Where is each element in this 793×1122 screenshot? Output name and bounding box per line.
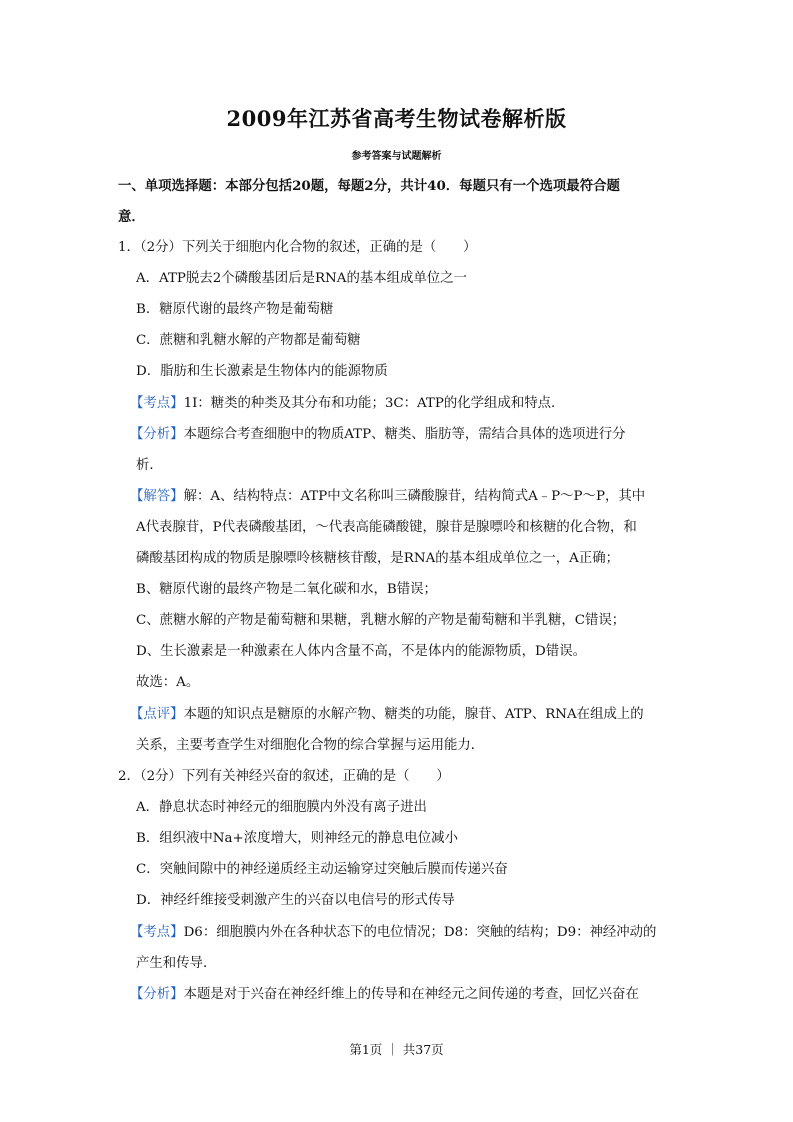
question-1-jieda — [130, 487, 645, 507]
dianping-tag: 【点评】 — [130, 707, 184, 722]
page-footer: 第1页 ｜ 共37页 — [349, 1042, 444, 1057]
section-heading: 一、单项选择题：本部分包括20题，每题2分，共计40．每题只有一个选项最符合题 — [118, 178, 620, 194]
section-heading-cont: 意． — [118, 209, 145, 225]
question-2-option-d: D．神经纤维接受刺激产生的兴奋以电信号的形式传导 — [136, 893, 455, 908]
dianping-text: 本题的知识点是糖原的水解产物、糖类的功能，腺苷、ATP、RNA在组成上的 — [183, 707, 644, 722]
question-1-jieda-line2: A代表腺苷，P代表磷酸基团，～代表高能磷酸键，腺苷是腺嘌呤和核糖的化合物，和 — [136, 520, 637, 535]
question-2-fenxi — [130, 985, 639, 1005]
question-1-fenxi-cont: 析． — [136, 458, 163, 473]
kaodian-tag: 【考点】 — [130, 925, 184, 940]
question-2-stem: 2．（2分）下列有关神经兴奋的叙述，正确的是（ ） — [118, 769, 450, 784]
question-2-option-b: B．组织液中Na+浓度增大，则神经元的静息电位减小 — [136, 831, 458, 846]
fenxi-tag: 【分析】 — [130, 987, 184, 1002]
question-1-jieda-line6: D、生长激素是一种激素在人体内含量不高，不是体内的能源物质，D错误。 — [136, 644, 586, 659]
question-1-stem: 1．（2分）下列关于细胞内化合物的叙述，正确的是（ ） — [118, 240, 477, 255]
fenxi-tag: 【分析】 — [130, 427, 184, 442]
question-1-option-d: D．脂肪和生长激素是生物体内的能源物质 — [136, 364, 388, 379]
question-1-answer: 故选：A。 — [136, 675, 200, 690]
page-title: 2009年江苏省高考生物试卷解析版 — [226, 106, 567, 131]
jieda-tag: 【解答】 — [130, 489, 184, 504]
question-1-jieda-line4: B、糖原代谢的最终产物是二氧化碳和水，B错误； — [136, 582, 437, 597]
question-1-jieda-line3: 磷酸基团构成的物质是腺嘌呤核糖核苷酸，是RNA的基本组成单位之一，A正确； — [136, 551, 620, 566]
fenxi-text: 本题是对于兴奋在神经纤维上的传导和在神经元之间传递的考查，回忆兴奋在 — [183, 987, 639, 1002]
page-subtitle: 参考答案与试题解析 — [351, 151, 442, 162]
question-2-kaodian-cont: 产生和传导． — [136, 956, 217, 971]
question-1-option-a: A．ATP脱去2个磷酸基团后是RNA的基本组成单位之一 — [136, 271, 467, 286]
question-1-dianping-cont: 关系，主要考查学生对细胞化合物的综合掌握与运用能力． — [136, 738, 485, 753]
kaodian-text: D6：细胞膜内外在各种状态下的电位情况；D8：突触的结构；D9：神经冲动的 — [183, 925, 657, 940]
fenxi-text: 本题综合考查细胞中的物质ATP、糖类、脂肪等，需结合具体的选项进行分 — [183, 427, 626, 442]
question-2-kaodian — [130, 923, 656, 943]
question-1-option-c: C．蔗糖和乳糖水解的产物都是葡萄糖 — [136, 333, 361, 348]
question-2-option-c: C．突触间隙中的神经递质经主动运输穿过突触后膜而传递兴奋 — [136, 862, 508, 877]
kaodian-text: 1I：糖类的种类及其分布和功能；3C：ATP的化学组成和特点． — [183, 396, 565, 411]
question-1-kaodian — [130, 394, 564, 414]
question-1-dianping — [130, 705, 644, 725]
jieda-text: 解：A、结构特点：ATP中文名称叫三磷酸腺苷，结构简式A﹣P～P～P，其中 — [183, 489, 646, 504]
kaodian-tag: 【考点】 — [130, 396, 184, 411]
question-1-option-b: B．糖原代谢的最终产物是葡萄糖 — [136, 302, 334, 317]
question-1-jieda-line5: C、蔗糖水解的产物是葡萄糖和果糖，乳糖水解的产物是葡萄糖和半乳糖，C错误； — [136, 613, 626, 628]
question-2-option-a: A．静息状态时神经元的细胞膜内外没有离子进出 — [136, 800, 427, 815]
question-1-fenxi — [130, 425, 626, 445]
